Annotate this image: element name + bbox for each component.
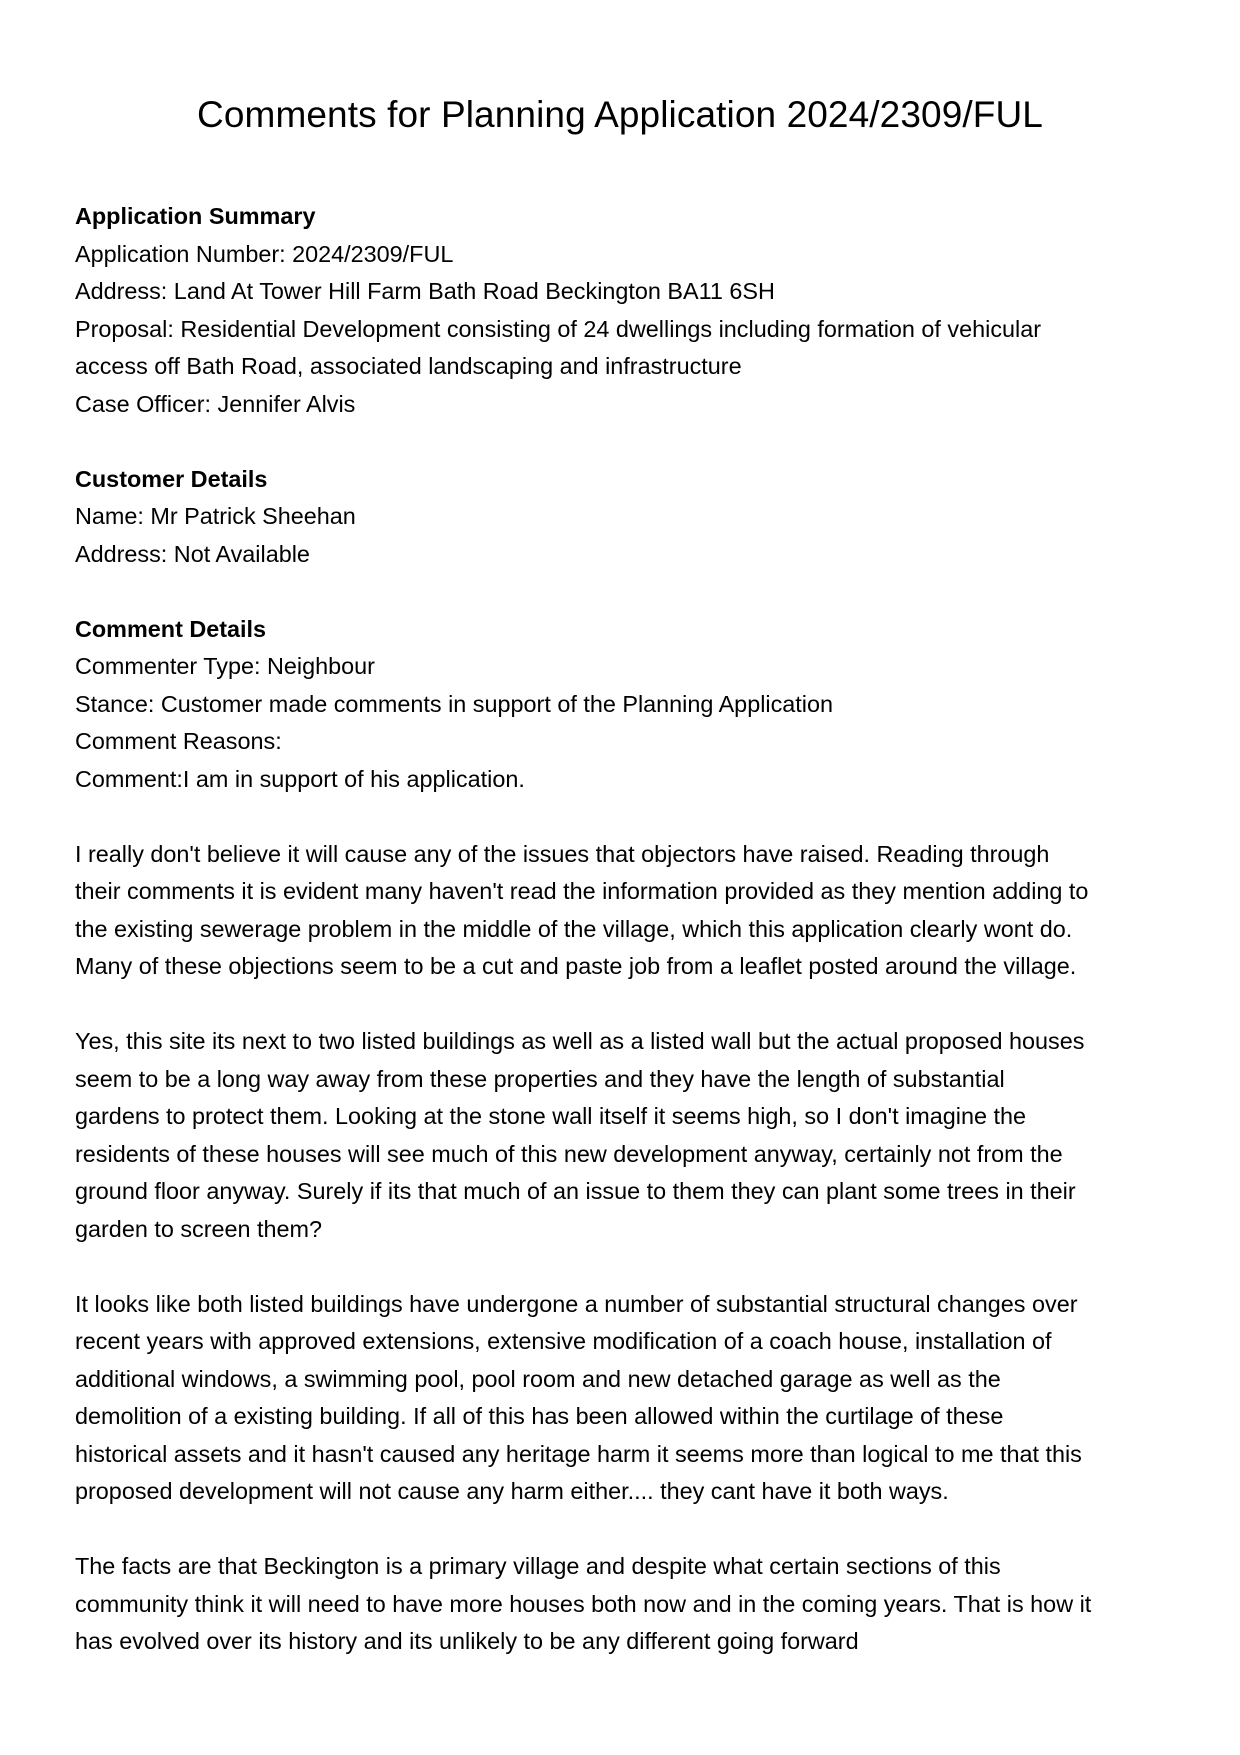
- application-summary-section: [75, 198, 1175, 423]
- application-address: Address: Land At Tower Hill Farm Bath Road Beckington BA11 6SH: [75, 278, 775, 304]
- comment-paragraph-2: [75, 1023, 1175, 1248]
- comment-line: ground floor anyway. Surely if its that much of an issue to them they can plant some trees in their: [75, 1178, 1076, 1204]
- comment-intro: Comment:I am in support of his application.: [75, 765, 525, 792]
- comment-line: community think it will need to have more houses both now and in the coming years. That is how it: [75, 1590, 1092, 1617]
- comment-details-section: [75, 611, 1175, 799]
- comment-reasons: Comment Reasons:: [75, 728, 282, 754]
- comment-line: the existing sewerage problem in the middle of the village, which this application clearly wont do.: [75, 915, 1073, 942]
- comment-line: proposed development will not cause any harm either.... they cant have it both ways.: [75, 1478, 949, 1504]
- comment-line: The facts are that Beckington is a primary village and despite what certain sections of this: [75, 1553, 1001, 1579]
- spacer: [75, 798, 1175, 836]
- spacer: [75, 423, 1175, 461]
- comment-line: Yes, this site its next to two listed buildings as well as a listed wall but the actual proposed houses: [75, 1028, 1085, 1054]
- commenter-type: Commenter Type: Neighbour: [75, 653, 375, 679]
- document-body: [75, 198, 1175, 1661]
- comment-line: It looks like both listed buildings have undergone a number of substantial structural changes over: [75, 1290, 1078, 1317]
- spacer: [75, 1248, 1175, 1286]
- customer-details-section: [75, 461, 1175, 574]
- proposal-line-2: access off Bath Road, associated landscaping and infrastructure: [75, 353, 742, 379]
- comment-details-heading: Comment Details: [75, 615, 267, 642]
- customer-name: Name: Mr Patrick Sheehan: [75, 503, 356, 529]
- comment-line: demolition of a existing building. If all of this has been allowed within the curtilage of these: [75, 1403, 1004, 1429]
- comment-line: recent years with approved extensions, extensive modification of a coach house, installation of: [75, 1328, 1052, 1354]
- comment-paragraph-3: [75, 1286, 1175, 1511]
- comment-line: I really don't believe it will cause any of the issues that objectors have raised. Reading through: [75, 840, 1050, 867]
- comment-paragraph-1: [75, 836, 1175, 986]
- case-officer: Case Officer: Jennifer Alvis: [75, 390, 356, 417]
- application-number: Application Number: 2024/2309/FUL: [75, 240, 454, 267]
- comment-line: historical assets and it hasn't caused any heritage harm it seems more than logical to me that this: [75, 1440, 1082, 1467]
- comment-line: gardens to protect them. Looking at the stone wall itself it seems high, so I don't imagine the: [75, 1103, 1027, 1129]
- comment-line: additional windows, a swimming pool, pool room and new detached garage as well as the: [75, 1365, 1001, 1392]
- customer-address: Address: Not Available: [75, 540, 310, 567]
- comment-line: garden to screen them?: [75, 1215, 323, 1242]
- comment-line: residents of these houses will see much of this new development anyway, certainly not from the: [75, 1140, 1063, 1167]
- customer-details-heading: Customer Details: [75, 465, 268, 492]
- comment-line: seem to be a long way away from these properties and they have the length of substantial: [75, 1065, 1005, 1092]
- comment-stance: Stance: Customer made comments in support of the Planning Application: [75, 690, 834, 717]
- comment-line: has evolved over its history and its unlikely to be any different going forward: [75, 1628, 859, 1654]
- comment-line: their comments it is evident many haven't read the information provided as they mention adding to: [75, 878, 1089, 904]
- application-summary-heading: Application Summary: [75, 203, 316, 229]
- spacer: [75, 1511, 1175, 1549]
- comment-paragraph-4: [75, 1548, 1175, 1661]
- spacer: [75, 986, 1175, 1024]
- comment-line: Many of these objections seem to be a cut and paste job from a leaflet posted around the village.: [75, 953, 1077, 979]
- spacer: [75, 573, 1175, 611]
- proposal-line-1: Proposal: Residential Development consisting of 24 dwellings including formation of vehicular: [75, 315, 1042, 342]
- page-title: Comments for Planning Application 2024/2309/FUL: [197, 94, 1043, 135]
